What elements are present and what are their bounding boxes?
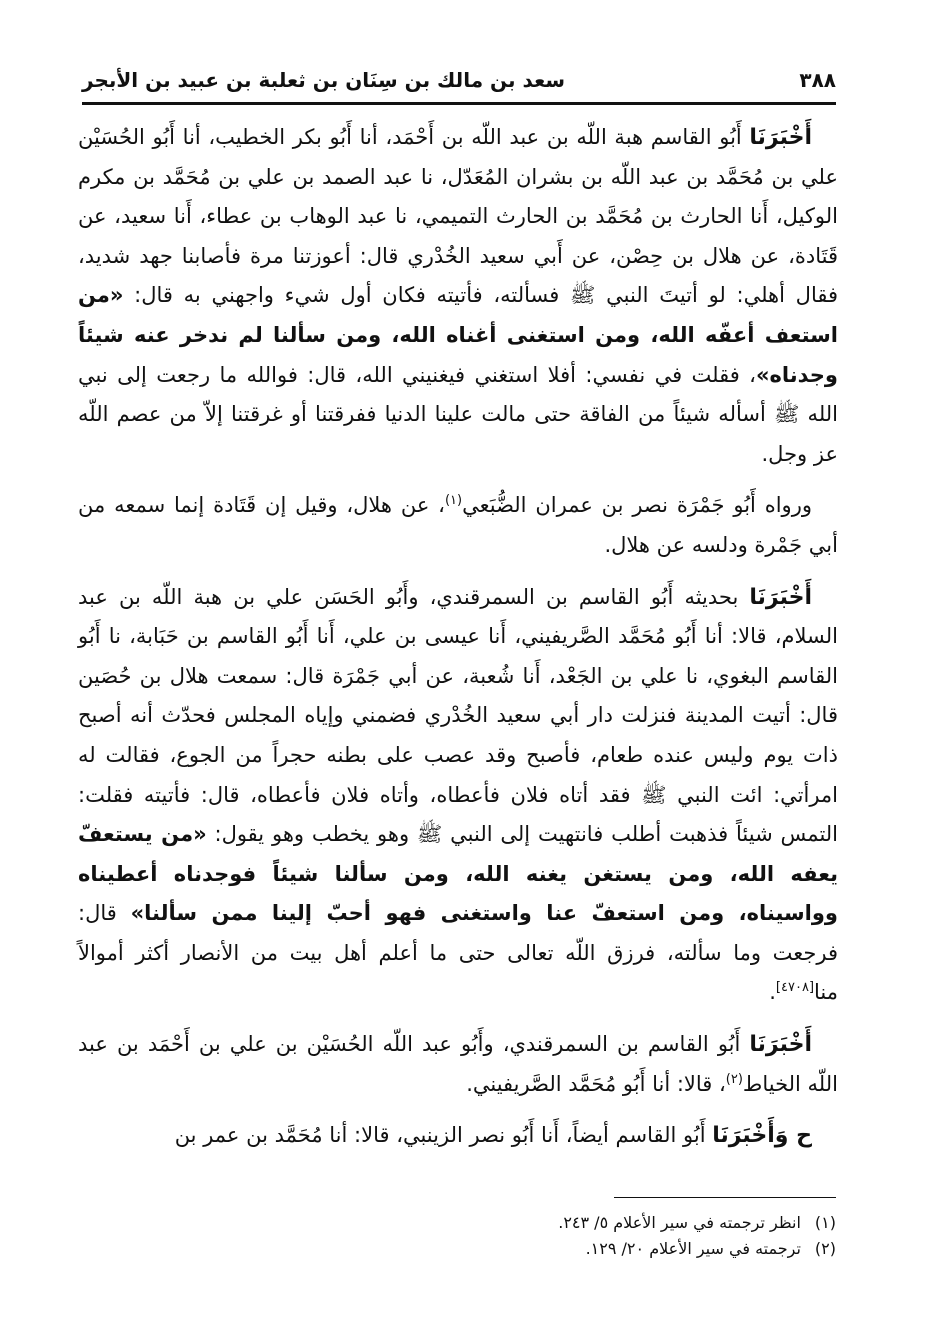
footnote-ref: [٤٧٠٨]	[775, 980, 815, 996]
text-segment: ورواه أَبُو جَمْرَة نصر بن عمران الضُّبَعي	[462, 493, 812, 518]
hadith-text: «من يستعفّ يعفه الله، ومن يستغن يغنه الله، ومن سألنا شيئاً فوجدناه أعطيناه وواسيناه، ومن استعفّ عنا واستغنى فهو أحبّ إلينا ممن سألنا»	[78, 822, 838, 926]
footnote-number: (١)	[814, 1213, 836, 1232]
footnote-number: (٢)	[814, 1239, 836, 1258]
footnote-text: ترجمته في سير الأعلام ٢٠/ ١٢٩.	[585, 1239, 801, 1258]
paragraph	[78, 118, 838, 474]
footnote-ref: (١)	[444, 493, 463, 509]
isnad-keyword: ح وَأَخْبَرَنَا	[712, 1123, 812, 1149]
text-segment: أَبُو القاسم أيضاً، أَنا أَبُو نصر الزينبي، قالا: أنا مُحَمَّد بن عمر بن	[174, 1123, 713, 1148]
footnote-rule	[614, 1197, 836, 1198]
footnote-1	[82, 1210, 836, 1236]
page-header	[82, 62, 836, 98]
hadith-text: «من استعف أعفّه الله، ومن استغنى أغناه الله، ومن سألنا لم ندخر عنه شيئاً وجدناه»	[78, 283, 838, 387]
paragraph	[78, 1025, 838, 1104]
text-segment: ، عن هلال، وقيل إن قَتَادة إنما سمعه من أبي جَمْرة ودلسه عن هلال.	[78, 493, 838, 557]
footnote-2	[82, 1236, 836, 1262]
text-segment: ، قالا: أنا أَبُو مُحَمَّد الصَّريفيني.	[466, 1071, 726, 1096]
header-rule	[82, 102, 836, 105]
running-title: سعد بن مالك بن سِنَان بن ثعلبة بن عبيد بن الأبجر	[82, 68, 566, 92]
paragraph	[78, 1116, 838, 1156]
body-text	[78, 118, 838, 1168]
paragraph	[78, 578, 838, 1014]
footnote-ref: (٢)	[725, 1071, 743, 1087]
text-segment: قال: فرجعت وما سألته، فرزق اللّه تعالى حتى ما أعلم أهل بيت من الأنصار أكثر أموالاً منا	[78, 901, 838, 1005]
paragraph	[78, 486, 838, 565]
isnad-keyword: أَخْبَرَنَا	[749, 1032, 812, 1058]
isnad-keyword: أَخْبَرَنَا	[749, 125, 812, 150]
text-segment: ، فقلت في نفسي: أفلا استغني فيغنيني الله، قال: فوالله ما رجعت إلى نبي الله ﷺ أسأله شيئاً من الفاقة حتى مالت علينا الدنيا ففرقتنا أو غرقتنا إلاّ من عصم اللّه عز وجل.	[78, 362, 838, 466]
text-segment: أَبُو القاسم بن السمرقندي، وأَبُو عبد اللّه الحُسَيْن بن علي بن أَحْمَد بن عبد اللّه الخياط	[78, 1032, 838, 1096]
text-segment: بحديثه أَبُو القاسم بن السمرقندي، وأَبُو الحَسَن علي بن هبة اللّه بن عبد السلام، قالا: أنا أَبُو مُحَمَّد الصَّريفيني، أَنا عيسى بن علي، أَنا أَبُو القاسم بن حَبَابة، نا أَبُو القاسم البغوي، نا علي بن الجَعْد، أَنا شُعبة، عن أبي جَمْرَة قال: سمعت هلال بن حُصَين قال: أتيت المدينة فنزلت دار أبي سعيد الخُدْري فضمني وإياه المجلس فحدّث أنه أصبح ذات يوم وليس عنده طعام، فأصبح وقد عصب على بطنه حجراً من الجوع، فقالت له امرأتي: ائت النبي ﷺ فقد أتاه فلان فأعطاه، وأتاه فلان فأعطاه، قال: فأتيته فقلت: التمس شيئاً فذهبت أطلب فانتهيت إلى النبي ﷺ وهو يخطب وهو يقول:	[78, 584, 839, 847]
footnotes	[82, 1210, 836, 1262]
page-number: ٣٨٨	[799, 68, 836, 92]
isnad-keyword: أَخْبَرَنَا	[749, 584, 812, 610]
text-segment: أَبُو القاسم هبة اللّه بن عبد اللّه بن أَحْمَد، أنا أَبُو بكر الخطيب، أنا أَبُو الحُسَيْن علي بن مُحَمَّد بن عبد اللّه بن بشران المُعَدّل، نا عبد الصمد بن علي بن مُحَمَّد بن مكرم الوكيل، أَنا الحارث بن مُحَمَّد بن الحارث التميمي، نا عبد الوهاب بن عطاء، أَنا سعيد، عن قَتَادة، عن هلال بن حِصْن، عن أَبي سعيد الخُدْري قال: أعوزتنا مرة فأصابنا جهد شديد، فقال أهلي: لو أتيتَ النبي ﷺ فسألته، فأتيته فكان أول شيء واجهني به قال:	[78, 125, 838, 308]
footnote-text: انظر ترجمته في سير الأعلام ٥/ ٢٤٣.	[558, 1213, 801, 1232]
text-segment: .	[769, 980, 776, 1005]
